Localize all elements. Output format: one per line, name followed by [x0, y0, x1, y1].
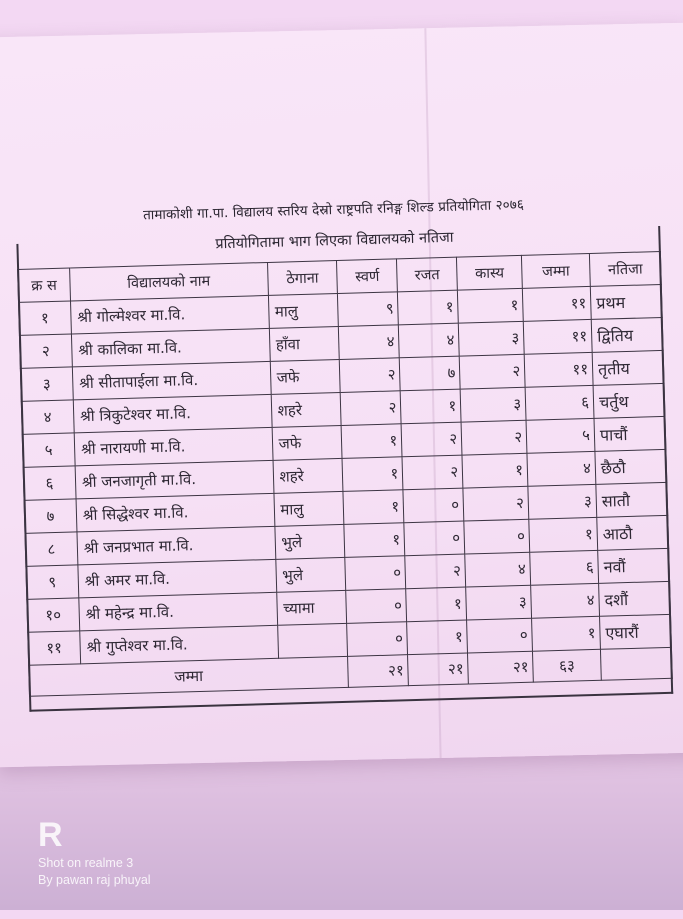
silver-count: २: [402, 455, 463, 490]
totals-label: जम्मा: [29, 656, 349, 696]
bronze-count: ०: [464, 519, 530, 554]
gold-count: १: [342, 424, 403, 459]
bronze-count: ४: [465, 552, 531, 587]
result-rank: नवौं: [598, 548, 670, 583]
silver-count: ०: [404, 521, 465, 556]
watermark-line-1: Shot on realme 3: [38, 856, 134, 870]
silver-count: १: [407, 620, 468, 655]
result-rank: सातौ: [596, 482, 668, 517]
gold-count: १: [342, 457, 403, 492]
serial-number: १०: [27, 598, 80, 632]
school-address: च्यामा: [276, 590, 347, 625]
totals-silver: २१: [408, 653, 469, 686]
school-name: श्री सीतापाईला मा.वि.: [72, 361, 270, 400]
serial-number: २: [19, 334, 72, 368]
gold-count: ०: [345, 556, 406, 591]
serial-number: ६: [23, 466, 76, 500]
serial-number: ४: [21, 400, 74, 434]
serial-number: ३: [20, 367, 73, 401]
school-address: मालु: [268, 294, 339, 329]
totals-bronze: २१: [468, 651, 534, 684]
school-name: श्री महेन्द्र मा.वि.: [79, 592, 277, 631]
school-address: भुले: [275, 557, 346, 592]
school-address: शहरे: [273, 458, 344, 493]
school-address: जफे: [270, 359, 341, 394]
document-subtitle: प्रतियोगितामा भाग लिएका विद्यालयको नतिजा: [215, 229, 454, 253]
camera-watermark: [38, 818, 151, 887]
column-header-result: नतिजा: [589, 251, 661, 286]
column-header-gold: स्वर्ण: [337, 259, 398, 294]
gold-count: २: [341, 391, 402, 426]
total-count: ३: [528, 484, 597, 519]
bronze-count: १: [462, 453, 528, 488]
total-count: ५: [526, 418, 595, 453]
gold-count: १: [343, 490, 404, 525]
silver-count: ०: [403, 488, 464, 523]
gold-count: ४: [339, 325, 400, 360]
school-name: श्री नारायणी मा.वि.: [74, 427, 272, 466]
school-name: श्री अमर मा.वि.: [78, 559, 276, 598]
bronze-count: ०: [467, 618, 533, 653]
result-rank: आठौ: [597, 515, 669, 550]
school-name: श्री त्रिकुटेश्वर मा.वि.: [73, 394, 271, 433]
gold-count: ०: [346, 589, 407, 624]
school-name: श्री जनजागृती मा.वि.: [75, 460, 273, 499]
result-rank: तृतीय: [592, 350, 664, 385]
column-header-total: जम्मा: [522, 253, 591, 288]
serial-number: ८: [25, 532, 78, 566]
serial-number: ७: [24, 499, 77, 533]
school-name: श्री गोल्मेश्वर मा.वि.: [70, 295, 268, 334]
result-rank: द्वितिय: [591, 317, 663, 352]
bronze-count: २: [463, 486, 529, 521]
gold-count: २: [340, 358, 401, 393]
total-count: ११: [524, 352, 593, 387]
serial-number: ९: [26, 565, 79, 599]
gold-count: ०: [347, 622, 408, 657]
school-name: श्री सिद्धेश्वर मा.वि.: [76, 493, 274, 532]
bronze-count: ३: [459, 321, 525, 356]
school-address: मालु: [273, 491, 344, 526]
silver-count: १: [400, 389, 461, 424]
total-count: ४: [531, 583, 600, 618]
watermark-line-2: By pawan raj phuyal: [38, 873, 151, 887]
school-name: श्री गुप्तेश्वर मा.वि.: [80, 625, 278, 664]
gold-count: १: [344, 523, 405, 558]
totals-gold: २१: [348, 655, 409, 688]
result-rank: चर्तुथ: [593, 383, 665, 418]
column-header-school: विद्यालयको नाम: [69, 262, 267, 301]
serial-number: १: [19, 301, 72, 335]
result-rank: छैठौ: [595, 449, 667, 484]
totals-result: [600, 647, 672, 680]
totals-total: ६३: [533, 649, 602, 682]
total-count: ६: [530, 550, 599, 585]
bronze-count: १: [458, 288, 524, 323]
silver-count: २: [405, 554, 466, 589]
total-count: १: [532, 616, 601, 651]
results-table: [17, 251, 673, 697]
silver-count: १: [406, 587, 467, 622]
result-rank: एघारौं: [600, 614, 672, 649]
school-name: श्री जनप्रभात मा.वि.: [77, 526, 275, 565]
serial-number: ५: [22, 433, 75, 467]
school-address: हाँवा: [269, 326, 340, 361]
column-header-address: ठेगाना: [267, 261, 338, 296]
bronze-count: ३: [460, 387, 526, 422]
bronze-count: २: [461, 420, 527, 455]
serial-number: ११: [28, 631, 81, 665]
gold-count: ९: [338, 292, 399, 327]
total-count: ४: [527, 451, 596, 486]
school-address: भुले: [274, 524, 345, 559]
realme-logo-icon: R: [38, 816, 63, 854]
column-header-silver: रजत: [397, 257, 458, 292]
column-header-sn: क्र स: [18, 268, 71, 302]
bronze-count: ३: [466, 585, 532, 620]
total-count: ११: [522, 286, 591, 321]
total-count: ६: [525, 385, 594, 420]
school-address: [277, 623, 348, 658]
school-address: शहरे: [271, 392, 342, 427]
bronze-count: २: [459, 354, 525, 389]
school-name: श्री कालिका मा.वि.: [71, 328, 269, 367]
silver-count: २: [401, 422, 462, 457]
silver-count: १: [398, 290, 459, 325]
school-address: जफे: [272, 425, 343, 460]
result-rank: प्रथम: [590, 284, 662, 319]
column-header-bronze: कास्य: [457, 255, 523, 290]
silver-count: ४: [399, 323, 460, 358]
total-count: १: [529, 517, 598, 552]
document-title: तामाकोशी गा.पा. विद्यालय स्तरिय देस्रो राष्ट्रपति रनिङ्ग शिल्ड प्रतियोगिता २०७६: [142, 196, 525, 224]
result-rank: पाचौं: [594, 416, 666, 451]
result-rank: दशौं: [599, 581, 671, 616]
total-count: ११: [523, 319, 592, 354]
silver-count: ७: [400, 356, 461, 391]
